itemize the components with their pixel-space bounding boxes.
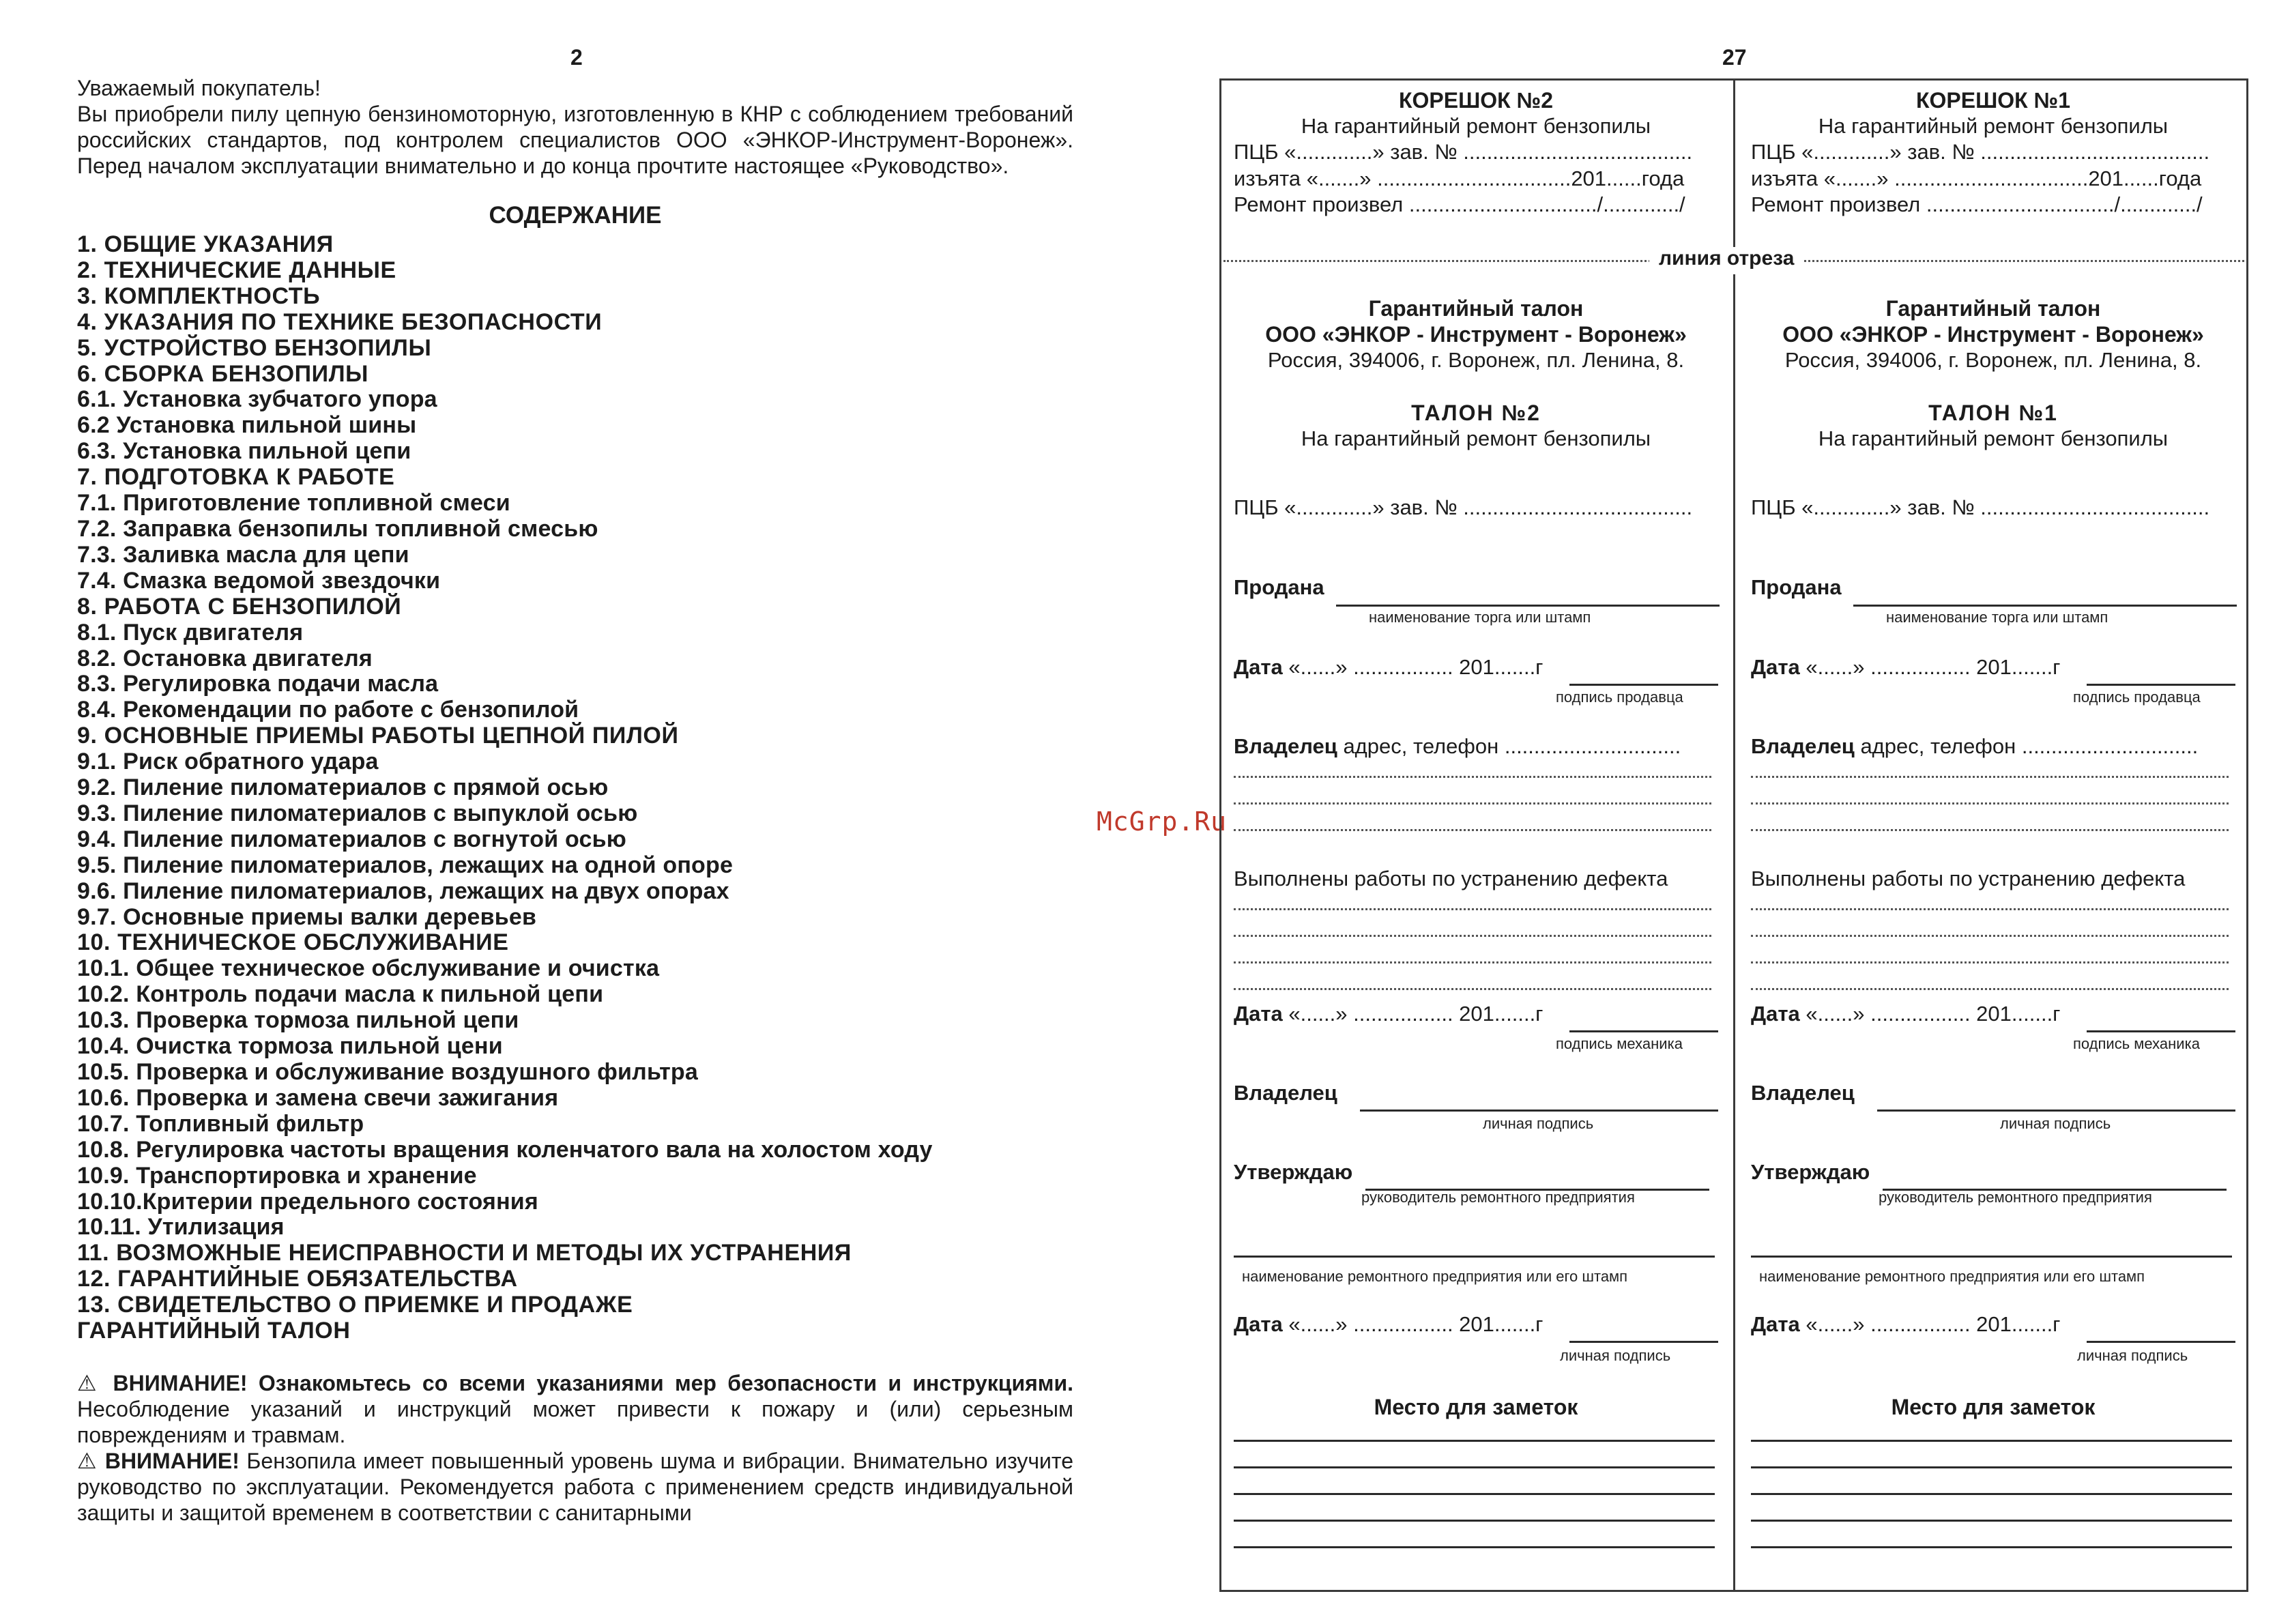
date-text: «......» ................. 201.......г	[1799, 1312, 2061, 1336]
toc-item: 10.8. Регулировка частоты вращения коленчатого вала на холостом ходу	[77, 1136, 933, 1163]
sale-date-line	[1234, 655, 1543, 680]
stub-title: КОРЕШОК №1	[1915, 88, 2071, 113]
sold-field[interactable]	[1853, 580, 2237, 607]
company-address: Россия, 394006, г. Воронеж, пл. Ленина, 8.	[1267, 348, 1685, 372]
personal-signature-caption: личная подпись	[2077, 1347, 2188, 1364]
toc-item: 8.2. Остановка двигателя	[77, 645, 373, 671]
seller-signature-field[interactable]	[2087, 659, 2235, 686]
company-name: ООО «ЭНКОР - Инструмент - Воронеж»	[1265, 322, 1687, 347]
personal-signature-caption: личная подпись	[1560, 1347, 1671, 1364]
notes-line[interactable]	[1234, 1466, 1715, 1468]
notes-line[interactable]	[1751, 1466, 2232, 1468]
intro-text: Уважаемый покупатель! Вы приобрели пилу цепную бензиномоторную, изготовленную в КНР с соблюдением требований российских стандартов, под контролем специалистов ООО «ЭНКОР-Инструмент-Воронеж». Перед началом эксплуатации внимательно и до конца прочтите настоящее «Руководство».	[77, 76, 1073, 178]
toc-item: 10.2. Контроль подачи масла к пильной цепи	[77, 981, 604, 1008]
mechanic-signature-field[interactable]	[1569, 1006, 1718, 1032]
toc-item: 12. ГАРАНТИЙНЫЕ ОБЯЗАТЕЛЬСТВА	[77, 1266, 518, 1292]
mechanic-signature-field[interactable]	[2087, 1006, 2235, 1032]
toc-item: 9.2. Пиление пиломатериалов с прямой осью	[77, 774, 609, 801]
owner-address-line	[1751, 734, 2198, 759]
toc-item: ГАРАНТИЙНЫЙ ТАЛОН	[77, 1318, 351, 1344]
warning-2-bold: ВНИМАНИЕ!	[104, 1448, 240, 1473]
toc-item: 9.4. Пиление пиломатериалов с вогнутой осью	[77, 826, 626, 852]
notes-line[interactable]	[1751, 1440, 2232, 1442]
toc-item: 4. УКАЗАНИЯ ПО ТЕХНИКЕ БЕЗОПАСНОСТИ	[77, 308, 603, 335]
notes-line[interactable]	[1751, 1546, 2232, 1548]
enterprise-caption: наименование ремонтного предприятия или его штамп	[1242, 1268, 1628, 1285]
toc-item: 9.7. Основные приемы валки деревьев	[77, 903, 537, 930]
toc-item: 7.4. Смазка ведомой звездочки	[77, 567, 441, 594]
warning-1-text: Несоблюдение указаний и инструкций может привести к пожару и (или) серьезным повреждениям и травмам.	[77, 1396, 1073, 1447]
table-of-contents	[77, 232, 1073, 1344]
coupon-title: ТАЛОН №2	[1411, 401, 1541, 425]
approve-label: Утверждаю	[1234, 1160, 1353, 1184]
owner-label: Владелец	[1234, 734, 1337, 758]
notes-title: Место для заметок	[1891, 1395, 2096, 1419]
toc-item: 10.4. Очистка тормоза пильной цени	[77, 1033, 503, 1060]
sale-date-line	[1751, 655, 2060, 680]
date-label: Дата	[1751, 1312, 1800, 1336]
date-text: «......» ................. 201.......г	[1282, 1002, 1543, 1026]
toc-item: 10.10.Критерии предельного состояния	[77, 1188, 538, 1215]
notes-line[interactable]	[1234, 1520, 1715, 1522]
toc-item: 7.1. Приготовление топливной смеси	[77, 490, 510, 517]
toc-item: 9.3. Пиление пиломатериалов с выпуклой осью	[77, 800, 638, 826]
seller-signature-field[interactable]	[1569, 659, 1718, 686]
stub-title: КОРЕШОК №2	[1398, 88, 1554, 113]
toc-item: 2. ТЕХНИЧЕСКИЕ ДАННЫЕ	[77, 257, 396, 283]
toc-item: 6.1. Установка зубчатого упора	[77, 386, 437, 413]
head-caption: руководитель ремонтного предприятия	[1879, 1189, 2152, 1206]
date-text: «......» ................. 201.......г	[1282, 655, 1543, 679]
toc-item: 11. ВОЗМОЖНЫЕ НЕИСПРАВНОСТИ И МЕТОДЫ ИХ УСТРАНЕНИЯ	[77, 1240, 852, 1266]
date-signature-field[interactable]	[2087, 1316, 2235, 1343]
toc-item: 10.1. Общее техническое обслуживание и очистка	[77, 955, 660, 982]
toc-item: 10.6. Проверка и замена свечи зажигания	[77, 1084, 559, 1111]
seller-caption: подпись продавца	[1556, 688, 1683, 706]
watermark-logo: McGrp.Ru	[1097, 807, 1228, 837]
owner-signature-field[interactable]	[1877, 1085, 2235, 1112]
approve-field[interactable]	[1365, 1164, 1709, 1191]
coupon-serial-line: ПЦБ «.............» зав. № .......................................	[1751, 495, 2210, 519]
toc-item: 3. КОМПЛЕКТНОСТЬ	[77, 282, 321, 309]
works-text: Выполнены работы по устранению дефекта	[1234, 867, 1668, 890]
company-address: Россия, 394006, г. Воронеж, пл. Ленина, 8.	[1784, 348, 2202, 372]
warning-triangle-icon: ⚠	[77, 1448, 98, 1473]
toc-item: 6.2 Установка пильной шины	[77, 412, 417, 439]
toc-item: 6.3. Установка пильной цепи	[77, 438, 411, 465]
toc-item: 6. СБОРКА БЕНЗОПИЛЫ	[77, 360, 369, 387]
owner-signature-field[interactable]	[1360, 1085, 1718, 1112]
stub-line-serial: ПЦБ «.............» зав. № .......................................	[1234, 140, 1693, 164]
head-caption: руководитель ремонтного предприятия	[1361, 1189, 1635, 1206]
sold-caption: наименование торга или штамп	[1886, 609, 2108, 626]
notes-line[interactable]	[1751, 1493, 2232, 1495]
toc-item: 10.9. Транспортировка и хранение	[77, 1162, 477, 1189]
repair-date-line	[1234, 1002, 1543, 1026]
stub-line-withdrawn: изъята «.......» .................................201......года	[1234, 166, 1685, 190]
center-divider	[1733, 78, 1735, 1592]
repair-date-line	[1751, 1002, 2060, 1026]
date-label: Дата	[1234, 655, 1283, 679]
coupon-title: ТАЛОН №1	[1928, 401, 2058, 425]
toc-item: 9.6. Пиление пиломатериалов, лежащих на двух опорах	[77, 878, 729, 904]
stub-line-serial: ПЦБ «.............» зав. № .......................................	[1751, 140, 2210, 164]
date-text: «......» ................. 201.......г	[1282, 1312, 1543, 1336]
toc-item: 9. ОСНОВНЫЕ ПРИЕМЫ РАБОТЫ ЦЕПНОЙ ПИЛОЙ	[77, 723, 679, 749]
stub-subtitle: На гарантийный ремонт бензопилы	[1301, 114, 1651, 138]
left-page-number: 2	[570, 45, 583, 70]
cut-line	[1223, 247, 2244, 274]
owner-text: адрес, телефон ..............................	[1854, 734, 2199, 758]
approve-field[interactable]	[1883, 1164, 2227, 1191]
toc-item: 7. ПОДГОТОВКА К РАБОТЕ	[77, 464, 395, 491]
notes-line[interactable]	[1234, 1493, 1715, 1495]
left-page	[77, 75, 1073, 1526]
toc-item: 8.4. Рекомендации по работе с бензопилой	[77, 697, 579, 723]
toc-item: 5. УСТРОЙСТВО БЕНЗОПИЛЫ	[77, 334, 432, 361]
notes-line[interactable]	[1751, 1520, 2232, 1522]
date-label: Дата	[1751, 655, 1800, 679]
sold-caption: наименование торга или штамп	[1369, 609, 1591, 626]
stub-line-withdrawn: изъята «.......» .................................201......года	[1751, 166, 2202, 190]
owner-signature-label: Владелец	[1751, 1081, 1855, 1105]
notes-line[interactable]	[1234, 1440, 1715, 1442]
owner-signature-label: Владелец	[1234, 1081, 1337, 1105]
notes-title: Место для заметок	[1374, 1395, 1578, 1419]
card-title: Гарантийный талон	[1368, 296, 1584, 321]
mechanic-caption: подпись механика	[2073, 1035, 2200, 1052]
right-page-number: 27	[1722, 45, 1747, 70]
stub-line-repair: Ремонт произвел ................................/............./	[1751, 192, 2203, 216]
card-title: Гарантийный талон	[1885, 296, 2101, 321]
date-signature-field[interactable]	[1569, 1316, 1718, 1343]
notes-line[interactable]	[1234, 1546, 1715, 1548]
toc-item: 10. ТЕХНИЧЕСКОЕ ОБСЛУЖИВАНИЕ	[77, 929, 509, 956]
seller-caption: подпись продавца	[2073, 688, 2201, 706]
toc-item: 10.11. Утилизация	[77, 1214, 285, 1241]
date-text: «......» ................. 201.......г	[1799, 655, 2061, 679]
toc-title: СОДЕРЖАНИЕ	[489, 202, 662, 229]
coupon-subtitle: На гарантийный ремонт бензопилы	[1301, 426, 1651, 450]
toc-item: 8. РАБОТА С БЕНЗОПИЛОЙ	[77, 593, 402, 620]
toc-item: 7.3. Заливка масла для цепи	[77, 541, 409, 568]
sold-label: Продана	[1234, 575, 1324, 599]
approve-date-line	[1751, 1312, 2060, 1337]
toc-item: 10.5. Проверка и обслуживание воздушного фильтра	[77, 1059, 699, 1085]
enterprise-caption: наименование ремонтного предприятия или его штамп	[1759, 1268, 2145, 1285]
toc-item: 7.2. Заправка бензопилы топливной смесью	[77, 515, 598, 542]
owner-text: адрес, телефон ..............................	[1337, 734, 1681, 758]
owner-label: Владелец	[1751, 734, 1855, 758]
warning-triangle-icon: ⚠	[77, 1370, 102, 1395]
owner-address-line	[1234, 734, 1681, 759]
toc-item: 10.3. Проверка тормоза пильной цепи	[77, 1007, 519, 1034]
sold-label: Продана	[1751, 575, 1842, 599]
mechanic-caption: подпись механика	[1556, 1035, 1683, 1052]
enterprise-field[interactable]	[1751, 1231, 2232, 1258]
cut-line-label: линия отреза	[1649, 247, 1803, 270]
date-label: Дата	[1751, 1002, 1800, 1026]
company-name: ООО «ЭНКОР - Инструмент - Воронеж»	[1782, 322, 2204, 347]
approve-date-line	[1234, 1312, 1543, 1337]
toc-item: 1. ОБЩИЕ УКАЗАНИЯ	[77, 231, 334, 257]
coupon-serial-line: ПЦБ «.............» зав. № .......................................	[1234, 495, 1693, 519]
toc-item: 9.1. Риск обратного удара	[77, 749, 379, 775]
date-label: Дата	[1234, 1002, 1283, 1026]
warning-2	[77, 1448, 1073, 1526]
personal-signature-caption: личная подпись	[2000, 1115, 2111, 1132]
works-text: Выполнены работы по устранению дефекта	[1751, 867, 2186, 890]
personal-signature-caption: личная подпись	[1483, 1115, 1594, 1132]
stub-line-repair: Ремонт произвел ................................/............./	[1234, 192, 1685, 216]
toc-item: 13. СВИДЕТЕЛЬСТВО О ПРИЕМКЕ И ПРОДАЖЕ	[77, 1292, 633, 1318]
toc-item: 8.1. Пуск двигателя	[77, 619, 304, 646]
enterprise-field[interactable]	[1234, 1231, 1715, 1258]
stub-subtitle: На гарантийный ремонт бензопилы	[1818, 114, 2169, 138]
toc-item: 9.5. Пиление пиломатериалов, лежащих на одной опоре	[77, 852, 734, 878]
coupon-subtitle: На гарантийный ремонт бензопилы	[1818, 426, 2169, 450]
approve-label: Утверждаю	[1751, 1160, 1870, 1184]
warning-1-bold: ВНИМАНИЕ! Ознакомьтесь со всеми указаниями мер безопасности и инструкциями.	[113, 1370, 1074, 1395]
date-label: Дата	[1234, 1312, 1283, 1336]
toc-item: 8.3. Регулировка подачи масла	[77, 671, 439, 697]
sold-field[interactable]	[1336, 580, 1720, 607]
toc-item: 10.7. Топливный фильтр	[77, 1110, 364, 1137]
warning-1	[77, 1370, 1073, 1448]
warning-2-text: Бензопила имеет повышенный уровень шума и вибрации. Внимательно изучите руководство по эксплуатации. Рекомендуется работа с применением средств индивидуальной защиты и защитой временем в соответствии с санитарными	[77, 1448, 1074, 1525]
date-text: «......» ................. 201.......г	[1799, 1002, 2061, 1026]
